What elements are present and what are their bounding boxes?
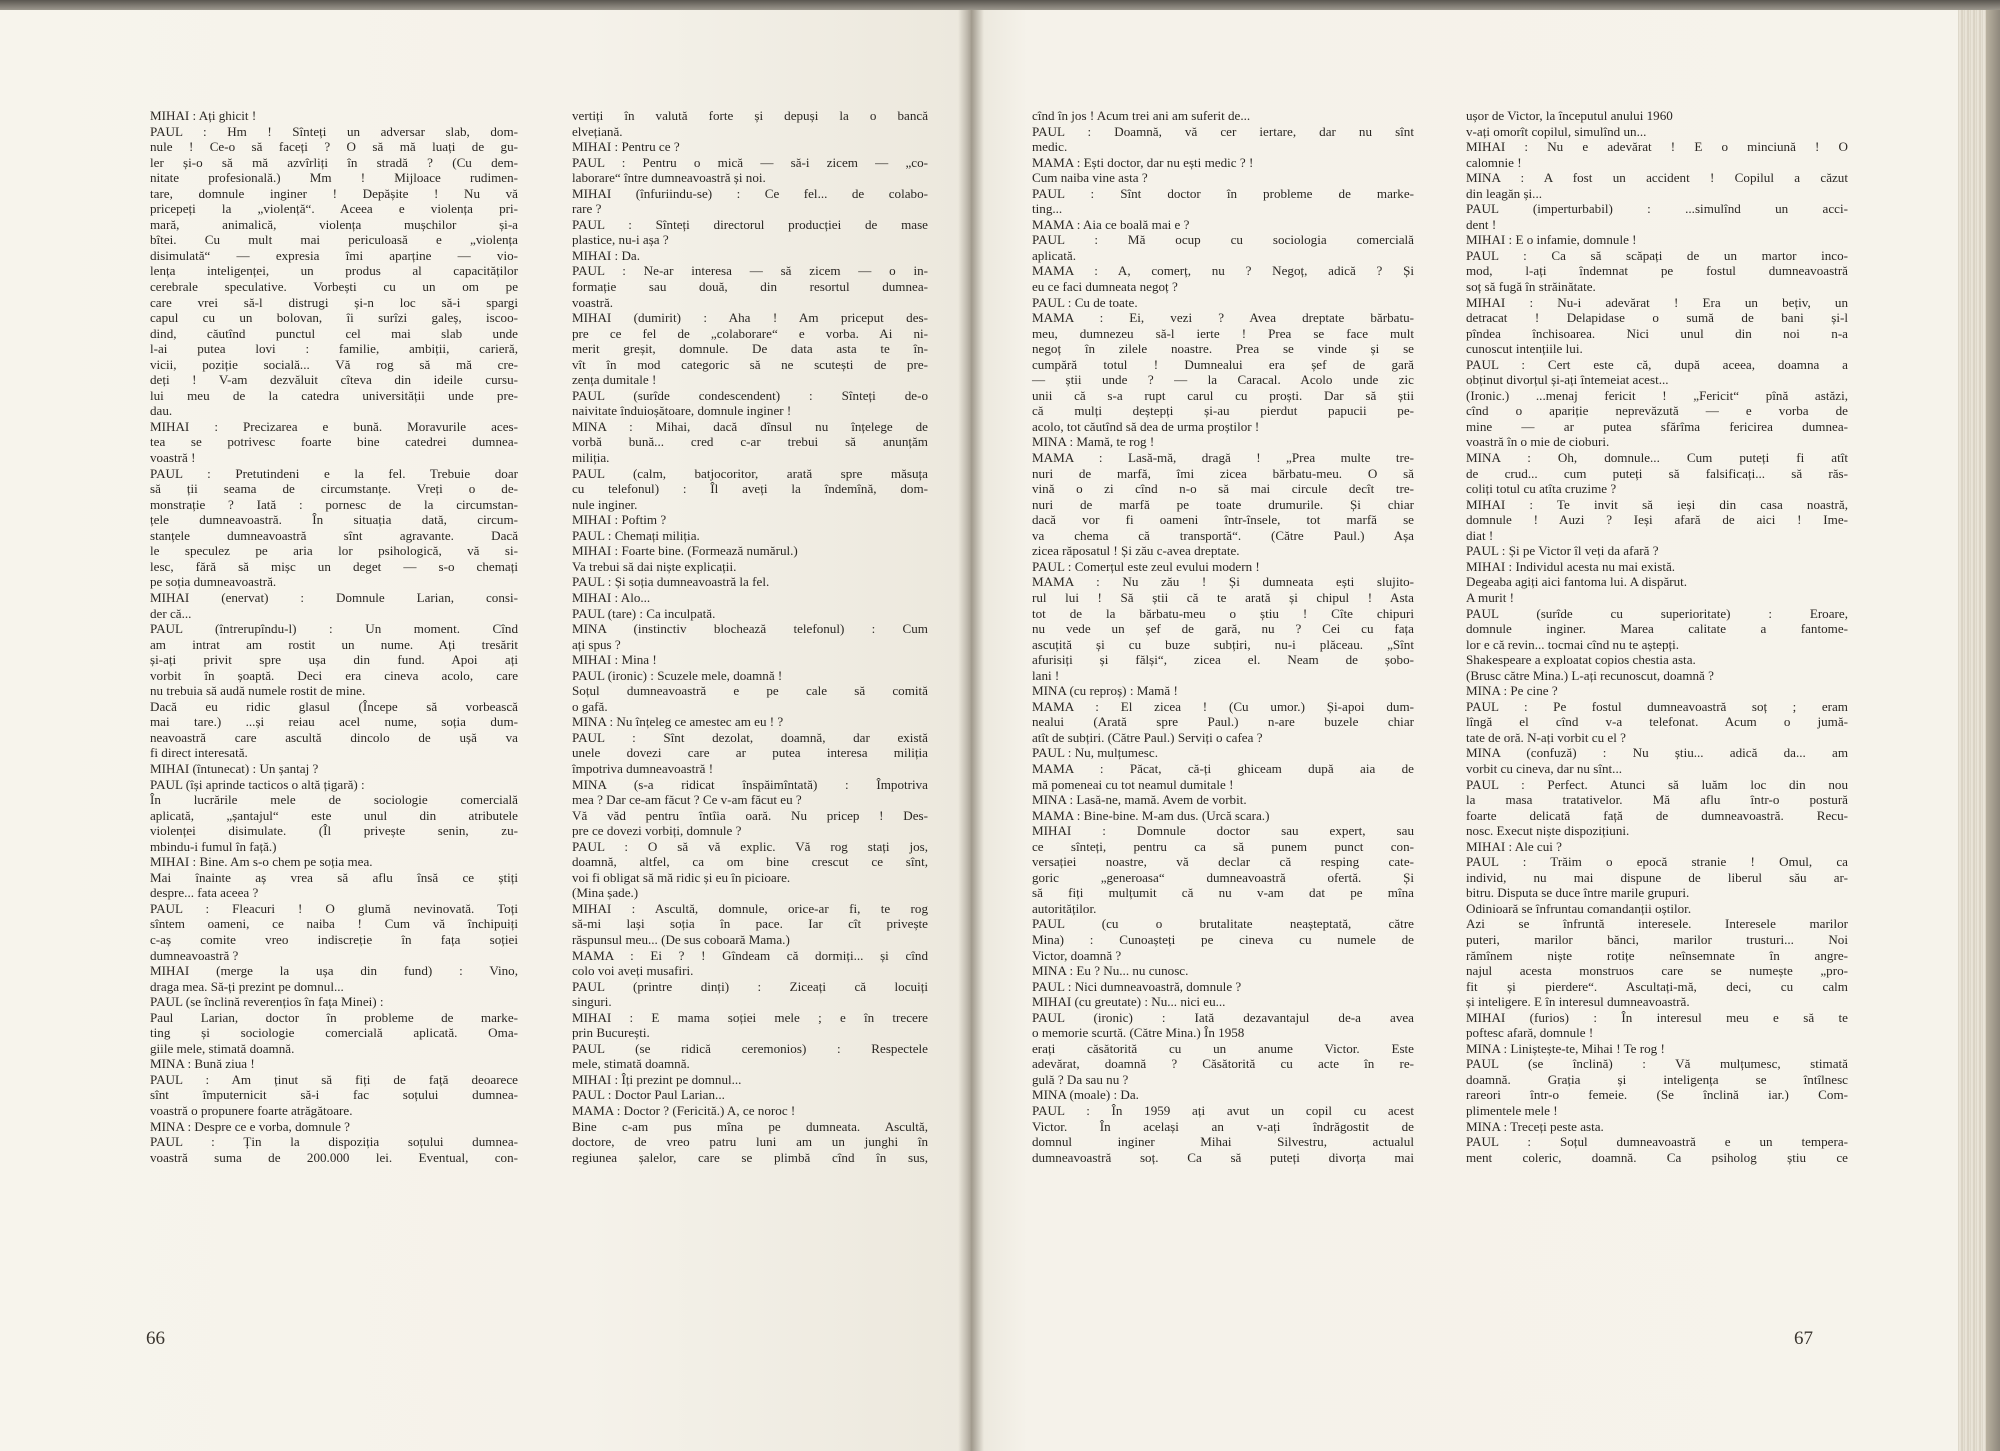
text-line: rareori într-o femeie. (Se înclină iar.) Com- — [1466, 1087, 1848, 1103]
text-line: dumneavoastră ? — [150, 947, 239, 963]
text-line: tare, domnule inginer ! Depășite ! Nu vă — [150, 185, 518, 201]
text-line: bitru. Disputa se duce între marile grupuri. — [1466, 885, 1690, 901]
text-line: MIHAI : Ascultă, domnule, orice-ar fi, te rog — [572, 900, 928, 916]
text-line: nuri de marfă, îmi zicea bărbatu-meu. O să — [1032, 465, 1414, 481]
text-line: ment coleric, doamnă. Ca psiholog știu ce — [1466, 1149, 1848, 1165]
text-line: MIHAI (dumirit) : Aha ! Am priceput des- — [572, 310, 928, 326]
text-line: singuri. — [572, 994, 612, 1010]
text-line: lîngă el cînd v-a telefonat. Acum o jumă- — [1466, 714, 1848, 730]
text-line: PAUL (se ridică ceremonios) : Respectele — [572, 1040, 928, 1056]
text-line: pre ce dovezi vorbiți, domnule ? — [572, 823, 742, 839]
text-line: MINA : Treceți peste asta. — [1466, 1118, 1604, 1134]
text-line: mea ? Dar ce-am făcut ? Ce v-am făcut eu ? — [572, 792, 802, 808]
text-line: nealui (Arată spre Paul.) n-are buzele chiar — [1032, 714, 1414, 730]
text-line: sînt împuternicit să-i fac soțului dumnea- — [150, 1087, 518, 1103]
text-line: țele dumneavoastră. În situația dată, circum- — [150, 512, 518, 528]
text-line: MIHAI (cu greutate) : Nu... nici eu... — [1032, 994, 1226, 1010]
text-line: MIHAI : Ați ghicit ! — [150, 108, 257, 123]
text-line: pricepeți la „violență“. Aceea e violența pri- — [150, 201, 518, 217]
left-page-number: 66 — [146, 1328, 165, 1349]
text-line: Victor, doamnă ? — [1032, 947, 1122, 963]
text-line: PAUL (ironic) : Scuzele mele, doamnă ! — [572, 667, 783, 683]
text-line: tate de oră. N-ați vorbit cu el ? — [1466, 729, 1626, 745]
text-line: din leagăn și... — [1466, 185, 1542, 201]
text-line: voastră suma de 200.000 lei. Eventual, con- — [150, 1149, 518, 1165]
text-line: laborare“ între dumneavoastră și noi. — [572, 170, 766, 186]
text-line: PAUL : Sînteți directorul producției de mase — [572, 216, 928, 232]
text-line: lesc, fără să mișc un deget — s-o chemați — [150, 558, 518, 574]
text-line: monstrație ? Iată : pornesc de la circumstan- — [150, 496, 518, 512]
text-line: stanțele dumneavoastră sînt agravante. Dacă — [150, 527, 518, 543]
text-line: cu telefonul) : Îl aveți la îndemînă, dom- — [572, 481, 928, 497]
text-line: o gafă. — [572, 698, 608, 714]
text-line: — știi unde ? — la Caracal. Acolo unde zic — [1032, 372, 1414, 388]
text-line: răspunsul meu... (De sus coboară Mama.) — [572, 931, 790, 947]
text-line: mine — ar putea sfărîma fericirea dumnea- — [1466, 418, 1848, 434]
text-line: fit și pierdere“. Ascultați-mă, deci, cu calm — [1466, 978, 1848, 994]
text-line: elvețiană. — [572, 123, 623, 139]
text-line: MAMA : Lasă-mă, dragă ! „Prea multe tre- — [1032, 450, 1414, 466]
text-line: PAUL : Cu de toate. — [1032, 294, 1138, 310]
text-line: nu trebuia să audă numele rostit de mine. — [150, 683, 366, 699]
text-line: PAUL : Mă ocup cu sociologia comercială — [1032, 232, 1414, 248]
text-line: afurisiți și fălși“, zicea el. Neam de șobo- — [1032, 652, 1414, 668]
text-line: (Mina șade.) — [572, 885, 639, 901]
text-line: PAUL : Doamnă, vă cer iertare, dar nu sînt — [1032, 123, 1414, 139]
text-line: sîntem oameni, ce naiba ! Cum vă închipuiți — [150, 916, 518, 932]
text-line: MAMA : Doctor ? (Fericită.) A, ce noroc ! — [572, 1103, 796, 1118]
text-line: calomnie ! — [1466, 154, 1522, 170]
text-line: mod, l-ați îndemnat pe fostul dumneavoastră — [1466, 263, 1848, 279]
text-line: voastră în o mie de cioburi. — [1466, 434, 1610, 450]
text-line: să-mi lași soția în pace. Iar cît privește — [572, 916, 928, 932]
text-line: PAUL : În 1959 ați avut un copil cu acest — [1032, 1103, 1414, 1118]
text-line: domnule inginer. Marea calitate a fantome- — [1466, 621, 1848, 637]
text-line: PAUL (se înclină reverențios în fața Minei) : — [150, 994, 384, 1010]
text-line: MAMA : Aia ce boală mai e ? — [1032, 216, 1190, 232]
text-line: împotriva dumneavoastră ! — [572, 760, 714, 776]
text-line: MINA : Bună ziua ! — [150, 1056, 255, 1072]
text-line: PAUL (printre dinți) : Ziceați că locuiți — [572, 978, 928, 994]
text-line: diat ! — [1466, 527, 1494, 543]
text-line: colo voi aveți musafiri. — [572, 963, 694, 979]
text-line: să fiți mulțumit că nu v-am dat pe mîna — [1032, 885, 1414, 901]
text-line: cumpără totul ! Dumnealui era șef de gară — [1032, 356, 1414, 372]
text-line: goric „generoasa“ dumneavoastră ofertă. Și — [1032, 869, 1414, 885]
text-line: MIHAI (furios) : În interesul meu e să te — [1466, 1009, 1848, 1025]
text-line: nule ! Ce-o să faceți ? O să mă luați de gu- — [150, 139, 518, 155]
text-line: MAMA : Păcat, că-ți ghiceam după aia de — [1032, 760, 1414, 776]
right-page-number: 67 — [1794, 1328, 1813, 1349]
text-line: PAUL : Fleacuri ! O glumă nevinovată. Toți — [150, 900, 518, 916]
text-line: unele dovezi care ar putea interesa miliția — [572, 745, 928, 761]
text-line: PAUL : Trăim o epocă stranie ! Omul, ca — [1466, 854, 1848, 870]
text-line: PAUL (calm, batjocoritor, arată spre măsuța — [572, 465, 928, 481]
text-line: MIHAI : E o infamie, domnule ! — [1466, 232, 1637, 248]
text-line: că mulți deștepți și-au pierdut papucii pe- — [1032, 403, 1414, 419]
text-line: MIHAI : Bine. Am s-o chem pe soția mea. — [150, 854, 373, 870]
text-line: erați căsătorită cu un anume Victor. Este — [1032, 1040, 1414, 1056]
text-line: obținut divorțul și-ați întemeiat acest... — [1466, 372, 1669, 388]
text-line: PAUL : Pretutindeni e la fel. Trebuie doar — [150, 465, 518, 481]
text-line: dent ! — [1466, 216, 1497, 232]
text-line: capul cu un bolovan, îi surîzi galeș, iscoo- — [150, 310, 518, 326]
text-line: vertiți în valută forte și depuși la o bancă — [572, 108, 928, 123]
text-line: MINA : A fost un accident ! Copilul a căzut — [1466, 170, 1848, 186]
text-line: MAMA : A, comerț, nu ? Negoț, adică ? Și — [1032, 263, 1414, 279]
text-line: nitate profesională.) Mm ! Mijloace rudimen- — [150, 170, 518, 186]
left-page-column-2 — [572, 108, 928, 1165]
text-line: MINA : Eu ? Nu... nu cunosc. — [1032, 963, 1189, 979]
text-line: le speculez pe aria lor psihologică, vă si- — [150, 543, 518, 559]
text-line: PAUL (surîde condescendent) : Sînteți de-o — [572, 387, 928, 403]
text-line: ce sînteți, pentru ca să punem punct con- — [1032, 838, 1414, 854]
text-line: PAUL (ironic) : Iată dezavantajul de-a avea — [1032, 1009, 1414, 1025]
text-line: MINA (instinctiv blochează telefonul) : Cum — [572, 621, 928, 637]
text-line: ușor de Victor, la începutul anului 1960 — [1466, 108, 1673, 123]
text-line: cerebrale speculative. Vorbești cu un om pe — [150, 279, 518, 295]
text-line: versației noastre, vă declar că resping cate- — [1032, 854, 1414, 870]
text-line: acolo, tot căutînd să dea de urma proștilor ! — [1032, 418, 1260, 434]
text-line: PAUL (surîde cu superioritate) : Eroare, — [1466, 605, 1848, 621]
text-line: draga mea. Să-ți prezint pe domnul... — [150, 978, 344, 994]
text-line: PAUL (își aprinde tacticos o altă țigară) : — [150, 776, 365, 792]
text-line: Degeaba agiți aici fantoma lui. A dispărut. — [1466, 574, 1688, 590]
book-gutter — [958, 10, 984, 1451]
text-line: tea se potrivesc foarte bine catedrei dumnea- — [150, 434, 518, 450]
text-line: PAUL : Doctor Paul Larian... — [572, 1087, 725, 1103]
right-page-column-1 — [1032, 108, 1414, 1165]
text-line: PAUL (tare) : Ca inculpată. — [572, 605, 716, 621]
text-line: Odinioară se înfruntau comandanții oștilor. — [1466, 900, 1692, 916]
text-line: pre ce fel de „colaborare“ e vorba. Ai ni- — [572, 325, 928, 341]
text-line: PAUL : Ne-ar interesa — să zicem — o in- — [572, 263, 928, 279]
text-line: nu vede un șef de gară, nu ? Cei cu fața — [1032, 621, 1414, 637]
text-line: poftesc afară, domnule ! — [1466, 1025, 1594, 1041]
text-line: naivitate înduioșătoare, domnule inginer ! — [572, 403, 792, 419]
text-line: vorbit în șoaptă. Deci era cineva acolo, care — [150, 667, 518, 683]
text-line: MIHAI : Foarte bine. (Formează numărul.) — [572, 543, 798, 559]
text-line: mară, animalică, violența mușchilor și-a — [150, 216, 518, 232]
text-line: medic. — [1032, 139, 1068, 155]
text-line: pîndea închisoarea. Nici unul din noi n-a — [1466, 325, 1848, 341]
text-line: PAUL : Sînt dezolat, doamnă, dar există — [572, 729, 928, 745]
text-line: MIHAI (întunecat) : Un șantaj ? — [150, 760, 319, 776]
text-line: PAUL : Pentru o mică — să-i zicem — „co- — [572, 154, 928, 170]
text-line: cunoscut intențiile lui. — [1466, 341, 1583, 357]
text-line: rul lui ! Să știi că te arată și chipul ! Asta — [1032, 589, 1414, 605]
text-line: vît în mod categoric să ne scutești de pre- — [572, 356, 928, 372]
text-line: PAUL (cu o brutalitate neașteptată, către — [1032, 916, 1414, 932]
text-line: MIHAI : Individul acesta nu mai există. — [1466, 558, 1676, 574]
text-line: MIHAI : Alo... — [572, 589, 651, 605]
text-line: zența dumitale ! — [572, 372, 657, 388]
text-line: soț să fugă în străinătate. — [1466, 279, 1596, 295]
text-line: MIHAI : Îți prezint pe domnul... — [572, 1071, 742, 1087]
text-line: MIHAI : Nu-i adevărat ! Era un bețiv, un — [1466, 294, 1848, 310]
text-line: ting și sociologie comercială aplicată. Oma- — [150, 1025, 518, 1041]
text-line: der că... — [150, 605, 192, 621]
text-line: Bine c-am pus mîna pe dumneata. Ascultă, — [572, 1118, 928, 1134]
text-line: cînd în jos ! Acum trei ani am suferit de... — [1032, 108, 1251, 123]
text-line: MINA (cu reproș) : Mamă ! — [1032, 683, 1178, 699]
text-line: MAMA : El zicea ! (Cu umor.) Și-apoi dum- — [1032, 698, 1414, 714]
text-line: voastră. — [572, 294, 614, 310]
text-line: Va trebui să dai niște explicații. — [572, 558, 737, 574]
text-line: PAUL (se înclină) : Vă mulțumesc, stimată — [1466, 1056, 1848, 1072]
text-line: cînd o apariție neprevăzută — e vorba de — [1466, 403, 1848, 419]
text-line: MINA (confuză) : Nu știu... adică da... am — [1466, 745, 1848, 761]
text-line: mele, stimată doamnă. — [572, 1056, 690, 1072]
text-line: (Ironic.) ...menaj fericit ! „Fericit“ pînă astăzi, — [1466, 387, 1848, 403]
text-line: nule inginer. — [572, 496, 638, 512]
text-line: dumneavoastră soț. Ca să puteți divorța mai — [1032, 1149, 1414, 1165]
text-line: vicii, poziție socială... Vă rog să mă cre- — [150, 356, 518, 372]
text-line: (Brusc către Mina.) L-ați recunoscut, doamnă ? — [1466, 667, 1714, 683]
text-line: MIHAI (enervat) : Domnule Larian, consi- — [150, 589, 518, 605]
text-line: am intrat am rostit un nume. Ați tresărit — [150, 636, 518, 652]
text-line: PAUL : Și pe Victor îl veți da afară ? — [1466, 543, 1659, 559]
text-line: PAUL : Țin la dispoziția soțului dumnea- — [150, 1134, 518, 1150]
text-line: adevărat, doamnă ? Căsătorită cu acte în re- — [1032, 1056, 1414, 1072]
text-line: va chema că transportă“. (Către Paul.) Așa — [1032, 527, 1414, 543]
text-line: Dacă eu ridic glasul (Începe să vorbească — [150, 698, 518, 714]
text-line: pe soția dumneavoastră. — [150, 574, 277, 590]
text-line: MIHAI : E mama soției mele ; e în trecere — [572, 1009, 928, 1025]
text-line: Victor. În același an v-ați îndrăgostit de — [1032, 1118, 1414, 1134]
text-line: PAUL : Pe fostul dumneavoastră soț ; eram — [1466, 698, 1848, 714]
text-line: PAUL : Sînt doctor în probleme de marke- — [1032, 185, 1414, 201]
text-line: despre... fata aceea ? — [150, 885, 259, 901]
text-line: MIHAI : Te invit să ieși din casa noastră, — [1466, 496, 1848, 512]
text-line: mbindu-i fumul în față.) — [150, 838, 277, 854]
text-line: PAUL : O să vă explic. Vă rog stați jos, — [572, 838, 928, 854]
text-line: plastice, nu-i așa ? — [572, 232, 669, 248]
text-line: foarte delicată față de dumneavoastră. Recu- — [1466, 807, 1848, 823]
left-page-column-1 — [150, 108, 518, 1165]
text-line: vorbit cu cineva, dar nu sînt... — [1466, 760, 1622, 776]
text-line: PAUL : Perfect. Atunci să luăm loc din nou — [1466, 776, 1848, 792]
text-line: merit greșit, domnule. De data asta te în- — [572, 341, 928, 357]
text-line: Paul Larian, doctor în probleme de marke- — [150, 1009, 518, 1025]
text-line: lența inteligenței, un produs al capacităților — [150, 263, 518, 279]
text-line: PAUL : Cert este că, după aceea, doamna a — [1466, 356, 1848, 372]
text-line: Shakespeare a exploatat copios chestia asta. — [1466, 652, 1696, 668]
text-line: MINA : Pe cine ? — [1466, 683, 1558, 699]
text-line: deți ! V-am dezvăluit cîteva din ideile cursu- — [150, 372, 518, 388]
text-line: ler și-o să mă azvîrliți în stradă ? (Cu dem- — [150, 154, 518, 170]
text-line: nosc. Execut niște dispozițiuni. — [1466, 823, 1630, 839]
text-line: MIHAI : Nu e adevărat ! E o minciună ! O — [1466, 139, 1848, 155]
text-line: MINA : Lasă-ne, mamă. Avem de vorbit. — [1032, 792, 1247, 808]
text-line: ascuțită și cu buze subțiri, nu-i plăceau. „Sînt — [1032, 636, 1414, 652]
text-line: detracat ! Delapidase o sumă de bani și-l — [1466, 310, 1848, 326]
text-line: aplicată. — [1032, 247, 1076, 263]
text-line: plimentele mele ! — [1466, 1103, 1558, 1118]
text-line: MAMA : Ei ? ! Gîndeam că dormiți... și cînd — [572, 947, 928, 963]
text-line: MIHAI : Precizarea e bună. Moravurile aces- — [150, 418, 518, 434]
text-line: MIHAI (merge la ușa din fund) : Vino, — [150, 963, 518, 979]
text-line: voastră ! — [150, 450, 196, 466]
text-line: lui meu de la catedra universității unde pre- — [150, 387, 518, 403]
text-line: gulă ? Da sau nu ? — [1032, 1071, 1129, 1087]
text-line: v-ați omorît copilul, simulînd un... — [1466, 123, 1647, 139]
page-stack-edge — [1958, 10, 2000, 1451]
text-line: MIHAI : Domnule doctor sau expert, sau — [1032, 823, 1414, 839]
text-line: l-ai putea lovi : familie, ambiții, carieră, — [150, 341, 518, 357]
text-line: MIHAI : Ale cui ? — [1466, 838, 1562, 854]
text-line: În lucrările mele de sociologie comercială — [150, 792, 518, 808]
text-line: PAUL : Nu, mulțumesc. — [1032, 745, 1158, 761]
text-line: A murit ! — [1466, 589, 1515, 605]
text-line: regiunea șalelor, care se plimbă cînd în sus, — [572, 1149, 928, 1165]
text-line: rămînem niște rotițe neînsemnate în angre- — [1466, 947, 1848, 963]
text-line: MAMA : Ei, vezi ? Avea dreptate bărbatu- — [1032, 310, 1414, 326]
text-line: PAUL : Nici dumneavoastră, domnule ? — [1032, 978, 1242, 994]
text-line: lor e că revin... tocmai cînd nu te aștepți. — [1466, 636, 1680, 652]
text-line: ting... — [1032, 201, 1063, 217]
text-line: MINA (s-a ridicat înspăimîntată) : Împotriva — [572, 776, 928, 792]
text-line: PAUL : Am ținut să fiți de față deoarece — [150, 1071, 518, 1087]
text-line: MINA : Despre ce e vorba, domnule ? — [150, 1118, 350, 1134]
text-line: PAUL (imperturbabil) : ...simulînd un acci- — [1466, 201, 1848, 217]
text-line: Vă văd pentru întîia oară. Nu pricep ! Des- — [572, 807, 928, 823]
text-line: MIHAI : Poftim ? — [572, 512, 667, 528]
text-line: PAUL (întrerupîndu-l) : Un moment. Cînd — [150, 621, 518, 637]
text-line: MIHAI : Pentru ce ? — [572, 139, 680, 155]
text-line: PAUL : Chemați miliția. — [572, 527, 700, 543]
text-line: rare ? — [572, 201, 602, 217]
text-line: o memorie scurtă. (Către Mina.) În 1958 — [1032, 1025, 1245, 1041]
text-line: vină o zi cînd n-o să mai circule decît tre- — [1032, 481, 1414, 497]
text-line: dau. — [150, 403, 173, 419]
text-line: MINA : Mamă, te rog ! — [1032, 434, 1155, 450]
text-line: MINA : Liniștește-te, Mihai ! Te rog ! — [1466, 1040, 1665, 1056]
text-line: PAUL : Hm ! Sînteți un adversar slab, dom- — [150, 123, 518, 139]
text-line: MAMA : Ești doctor, dar nu ești medic ? ! — [1032, 154, 1254, 170]
left-page — [0, 10, 968, 1451]
text-line: Azi se înfruntă interesele. Interesele marilor — [1466, 916, 1848, 932]
text-line: miliția. — [572, 450, 610, 466]
text-line: la masa tratativelor. Mă aflu într-o postură — [1466, 792, 1848, 808]
text-line: voastră o propunere foarte atrăgătoare. — [150, 1103, 353, 1118]
text-line: domnule ! Auzi ? Ieși afară de aici ! Ime- — [1466, 512, 1848, 528]
text-line: PAUL : Ca să scăpați de un martor inco- — [1466, 247, 1848, 263]
text-line: formație sau două, din resortul dumnea- — [572, 279, 928, 295]
text-line: și inteligere. E în interesul dumneavoastră. — [1466, 994, 1690, 1010]
text-line: MINA (moale) : Da. — [1032, 1087, 1139, 1103]
text-line: MINA : Nu înțeleg ce amestec am eu ! ? — [572, 714, 784, 730]
text-line: MAMA : Nu zău ! Și dumneata ești slujito- — [1032, 574, 1414, 590]
text-line: puteri, marilor bănci, marilor trusturi... Noi — [1466, 931, 1848, 947]
text-line: negoț în zilele noastre. Prea se vinde și se — [1032, 341, 1414, 357]
text-line: fi direct interesată. — [150, 745, 248, 761]
text-line: Soțul dumneavoastră e pe cale să comită — [572, 683, 928, 699]
text-line: najul acesta monstruos care se numește „pro- — [1466, 963, 1848, 979]
text-line: atît de subțiri. (Către Paul.) Serviți o cafea ? — [1032, 729, 1263, 745]
text-line: neavoastră care ascultă dincolo de ușă va — [150, 729, 518, 745]
text-line: MIHAI : Da. — [572, 247, 641, 263]
text-line: doamnă, altfel, ca om bine crescut ce sînt, — [572, 854, 928, 870]
text-line: Cum naiba vine asta ? — [1032, 170, 1148, 186]
text-line: c-aș comite vreo indiscreție în fața soției — [150, 931, 518, 947]
text-line: și-ați privit spre ușa din fund. Apoi ați — [150, 652, 518, 668]
text-line: PAUL : Soțul dumneavoastră e un tempera- — [1466, 1134, 1848, 1150]
text-line: domnul inginer Mihai Silvestru, actualul — [1032, 1134, 1414, 1150]
text-line: tot de la bărbatu-meu o știu ! Cîte chipuri — [1032, 605, 1414, 621]
text-line: meu, dumnezeu să-l ierte ! Prea se face mult — [1032, 325, 1414, 341]
scan-top-edge — [0, 0, 2000, 10]
text-line: eu ce faci dumneata negoț ? — [1032, 279, 1178, 295]
text-line: violenței disimulate. (Îl privește senin, zu- — [150, 823, 518, 839]
text-line: MINA : Mihai, dacă dînsul nu înțelege de — [572, 418, 928, 434]
text-line: dind, căutînd punctul cel mai slab unde — [150, 325, 518, 341]
text-line: PAUL : Și soția dumneavoastră la fel. — [572, 574, 770, 590]
text-line: Mai înainte aș vrea să aflu însă ce știți — [150, 869, 518, 885]
text-line: bîtei. Cu mult mai periculoasă e „violența — [150, 232, 518, 248]
text-line: să ții seama de circumstanțe. Vreți o de- — [150, 481, 518, 497]
right-page-column-2 — [1466, 108, 1848, 1165]
text-line: dacă vor fi oameni într-însele, tot marfă se — [1032, 512, 1414, 528]
text-line: de crud... cum puteți să falsificați... să răs- — [1466, 465, 1848, 481]
text-line: coliți totul cu atîta cruzime ? — [1466, 481, 1617, 497]
text-line: mă pomeneai cu tot neamul dumitale ! — [1032, 776, 1234, 792]
text-line: MAMA : Bine-bine. M-am dus. (Urcă scara.) — [1032, 807, 1270, 823]
text-line: MIHAI (înfuriindu-se) : Ce fel... de colabo- — [572, 185, 928, 201]
text-line: disimulată“ — expresia îmi aparține — vio- — [150, 247, 518, 263]
text-line: aplicată, „șantajul“ este unul din atributele — [150, 807, 518, 823]
text-line: MIHAI : Mina ! — [572, 652, 657, 668]
text-line: mai tare.) ...și reiau acel nume, soția dum- — [150, 714, 518, 730]
text-line: zicea răposatul ! Și zău c-avea dreptate. — [1032, 543, 1240, 559]
text-line: ați spus ? — [572, 636, 621, 652]
text-line: MINA : Oh, domnule... Cum puteți fi atît — [1466, 450, 1848, 466]
text-line: doamnă. Grația și inteligența se întîlnesc — [1466, 1071, 1848, 1087]
text-line: individ, nu mai dispune de liberul său ar- — [1466, 869, 1848, 885]
text-line: care vrei să-l distrugi și-n loc să-i spargi — [150, 294, 518, 310]
text-line: PAUL : Comerțul este zeul evului modern ! — [1032, 558, 1260, 574]
text-line: lani ! — [1032, 667, 1060, 683]
text-line: nuri de marfă pe toate drumurile. Și chiar — [1032, 496, 1414, 512]
text-line: vorbă bună... cred c-ar trebui să anunțăm — [572, 434, 928, 450]
text-line: unii că s-a rupt carul cu proști. Dar să știi — [1032, 387, 1414, 403]
right-page — [968, 10, 1958, 1451]
text-line: doctore, de vreo patru luni am un junghi în — [572, 1134, 928, 1150]
text-line: autorităților. — [1032, 900, 1097, 916]
text-line: Mina) : Cunoașteți pe cineva cu numele de — [1032, 931, 1414, 947]
text-line: giile mele, stimată doamnă. — [150, 1040, 295, 1056]
text-line: prin București. — [572, 1025, 650, 1041]
text-line: voi fi obligat să mă ridic și eu în picioare. — [572, 869, 791, 885]
